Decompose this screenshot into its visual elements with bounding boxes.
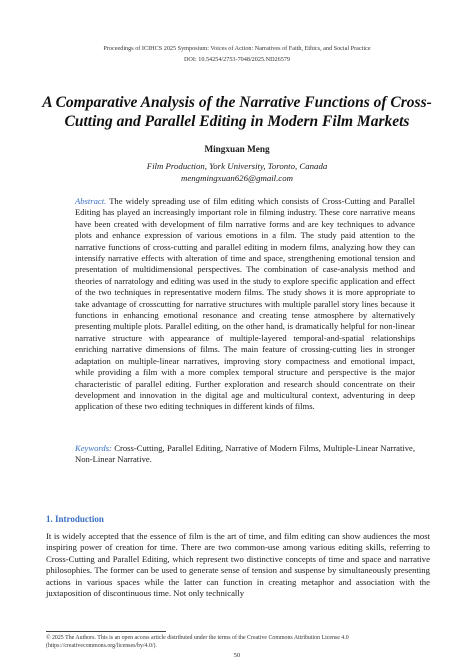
page-number: 50 (233, 652, 241, 659)
author-name: Mingxuan Meng (204, 144, 270, 154)
author-affiliation: Film Production, York University, Toronto, Canada (146, 161, 328, 171)
proceedings-line: Proceedings of ICIHCS 2025 Symposium: Voices of Action: Narratives of Faith, Ethics, and Social Practice (103, 45, 371, 52)
section-body: It is widely accepted that the essence of film is the art of time, and film editing can show audiences the most inspiring power of creation for time. There are two common-use among various editing skills, referring to Cross-Cutting and Parallel Editing, which represent two distinctive concepts of time and space and narrative philosophies. The former can be used to generate sense of tension and suspense by simultaneously presenting actions in various spaces while the latter can function in creating metaphor and association with the juxtaposition of discontinuous time. Not only technically (46, 531, 430, 599)
footnote-divider (46, 631, 166, 632)
license-line: © 2025 The Authors. This is an open access article distributed under the terms of the Creative Commons Attribution License 4.0 (46, 635, 349, 641)
section-heading: 1. Introduction (46, 514, 104, 524)
license-url: (https://creativecommons.org/licenses/by/4.0/). (46, 643, 157, 649)
proceedings-header (0, 43, 474, 65)
keywords-text: Cross-Cutting, Parallel Editing, Narrative of Modern Films, Multiple-Linear Narrative, Non-Linear Narrative. (75, 443, 415, 465)
abstract-text: The widely spreading use of film editing which consists of Cross-Cutting and Parallel Editing has played an increasingly important role in filming industry. These core narrative means have been created with development of film narrative forms and are key techniques to advance plots and enhance expression of various emotions in a film. The study paid attention to the narrative functions of cross-cutting and parallel editing in modern films, analyzing how they can intensify narrative effects with alteration of time and space, strengthening emotional tension and presentation of multidimensional perspectives. The combination of case-analysis method and theories of narratology and editing was used in the study to explore specific application and effect of the two techniques in representative modern films. The study shows it is more appropriate to take advantage of crosscutting for narrative structures with multiple parallel story lines because it functions in enhancing emotional resonance and creating tense atmosphere by alternatively presenting multiple plots. Parallel editing, on the other hand, is dramatically helpful for non-linear narrative structure with appearance of multiple-layered temporal-and-spatial relationships enriching narrative dimensions of films. The main feature of crossing-cutting lies in stronger adaptation on multiple-linear narratives, improving story compactness and emotional impact, while providing a film with a more complex temporal structure and perspective is the major characteristic of parallel editing. Further exploration and research should concentrate on their development and innovation in the digital age and multicultural context, adventuring in deep application of these two editing techniques in different kinds of films. (75, 196, 415, 412)
license-footnote (46, 634, 430, 650)
abstract-label: Abstract. (75, 196, 107, 206)
keywords-label: Keywords: (75, 443, 112, 453)
keywords (75, 443, 415, 466)
abstract (75, 196, 415, 413)
doi-line: DOI: 10.54254/2753-7048/2025.ND26579 (183, 56, 291, 63)
author-email: mengmingxuan626@gmail.com (181, 172, 293, 183)
author-affiliation-block (0, 161, 474, 184)
paper-title: A Comparative Analysis of the Narrative Functions of Cross-Cutting and Parallel Editing in Modern Film Markets (42, 94, 432, 130)
